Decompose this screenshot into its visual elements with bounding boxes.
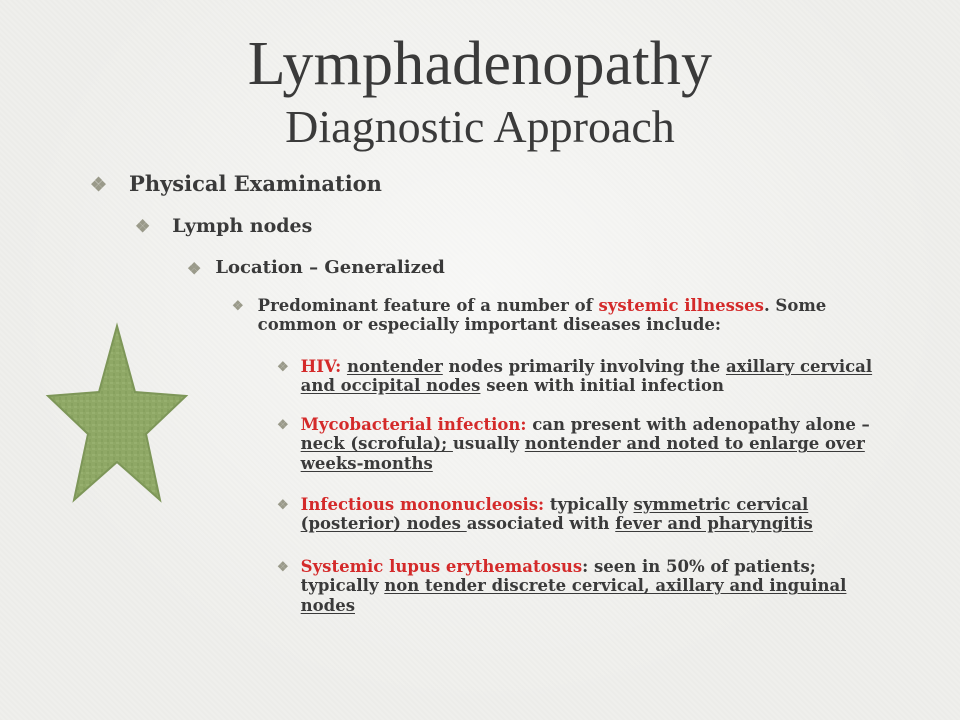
text-run: can present with adenopathy alone – (526, 415, 870, 434)
bullet-text: Location – Generalized (215, 257, 445, 278)
bullet-text (301, 357, 877, 396)
bullet-lymph-nodes (135, 215, 312, 237)
text-run: seen with initial infection (480, 376, 724, 396)
text-run: Predominant feature of a number of (257, 296, 599, 315)
bullet-text: Lymph nodes (172, 215, 313, 237)
text-run: . Some common or especially important diseases include: (257, 296, 827, 335)
bullet-text: Physical Examination (129, 171, 382, 196)
diamond-bullet-icon: ❖ (277, 360, 289, 375)
text-run: usually (452, 434, 525, 454)
text-run: associated with (466, 514, 616, 534)
bullet-lupus (277, 557, 877, 615)
text-run: typically (544, 495, 634, 514)
bullet-text (258, 296, 872, 335)
highlight-systemic-illnesses: systemic illnesses (598, 296, 764, 315)
diamond-bullet-icon: ❖ (277, 418, 289, 433)
underlined-run: axillary cervical and occipital nodes (300, 357, 873, 396)
bullet-predominant-feature (232, 296, 872, 335)
diamond-bullet-icon: ❖ (187, 259, 202, 278)
text-run: : seen in 50% of patients; typically (300, 557, 816, 596)
underlined-run: symmetric cervical (posterior) nodes (300, 495, 809, 534)
bullet-physical-examination (90, 172, 382, 197)
bullet-mononucleosis (277, 495, 877, 534)
diamond-bullet-icon: ❖ (135, 217, 151, 237)
title-main: Lymphadenopathy (247, 30, 713, 98)
title-subtitle: Diagnostic Approach (285, 101, 675, 152)
bullet-text (301, 415, 877, 473)
underlined-run: nontender (346, 357, 443, 376)
slide-title (0, 28, 960, 152)
diamond-bullet-icon: ❖ (90, 174, 108, 196)
underlined-run: neck (scrofula); (300, 434, 453, 454)
disease-label-lupus: Systemic lupus erythematosus (300, 557, 583, 576)
disease-label-hiv: HIV: (300, 357, 347, 376)
bullet-text (301, 557, 877, 615)
underlined-run: nontender and noted to enlarge over weeks-months (300, 434, 865, 473)
bullet-hiv (277, 357, 877, 396)
diamond-bullet-icon: ❖ (277, 560, 289, 575)
disease-label-mycobacterial: Mycobacterial infection: (300, 415, 527, 434)
diamond-bullet-icon: ❖ (277, 498, 289, 513)
text-run: nodes primarily involving the (442, 357, 726, 376)
bullet-text (301, 495, 877, 534)
star-icon (44, 322, 190, 504)
underlined-run: non tender discrete cervical, axillary and inguinal nodes (300, 576, 847, 615)
underlined-run: fever and pharyngitis (615, 514, 813, 534)
bullet-location-generalized (187, 257, 445, 278)
disease-label-mononucleosis: Infectious mononucleosis: (300, 495, 545, 514)
diamond-bullet-icon: ❖ (232, 299, 244, 314)
bullet-mycobacterial (277, 415, 877, 473)
